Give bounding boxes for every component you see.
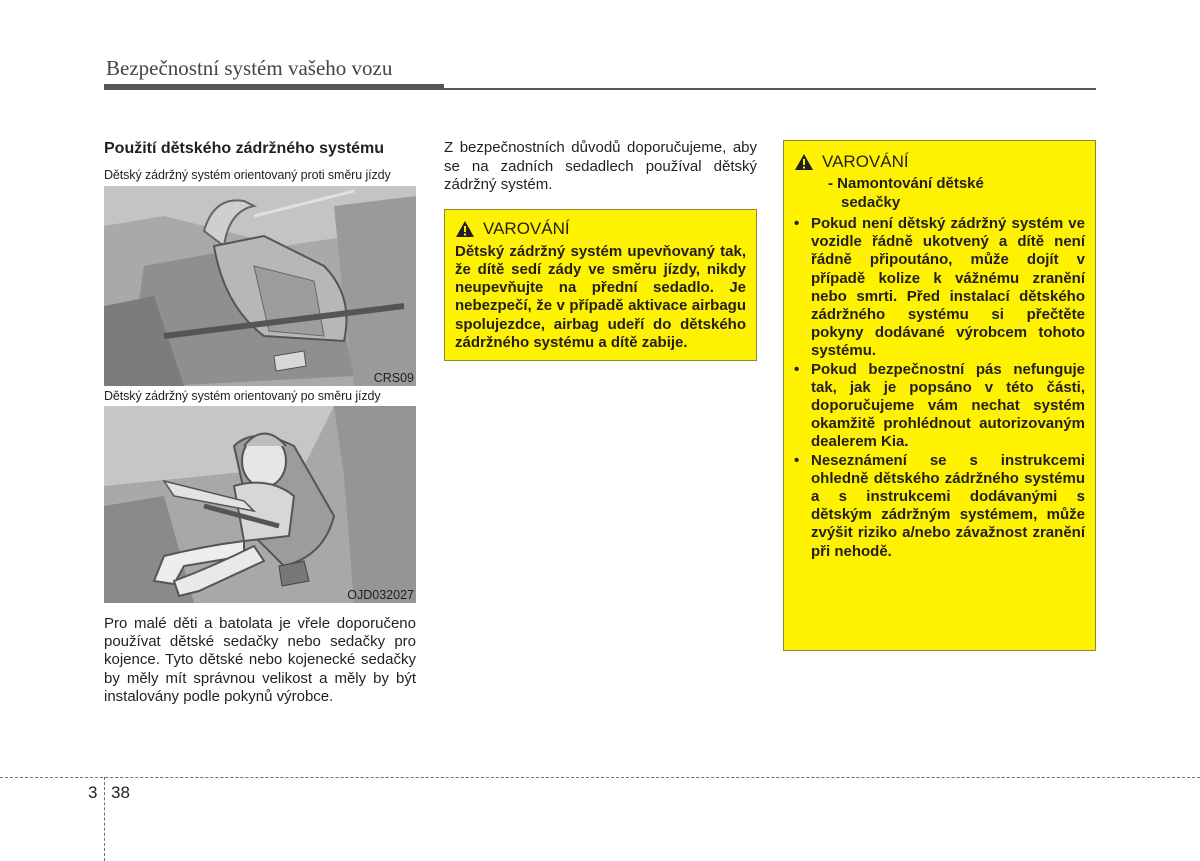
figure-rear-facing-seat <box>104 186 416 386</box>
figure2-code: OJD032027 <box>347 588 414 602</box>
chapter-number: 3 <box>88 783 98 802</box>
page-number: 38 <box>111 783 130 802</box>
warning-bullet-text: Pokud není dětský zádržný systém ve vozidle řádně ukotvený a dítě není řádně připoutáno, může dojít v případě kolize k vážnému zranění nebo smrti. Před instalací dětského zádržného systému si přečtěte pokyny dodávané výrobcem tohoto systému. <box>811 215 1085 360</box>
section-heading: Použití dětského zádržného systému <box>104 140 385 157</box>
warning-title: VAROVÁNÍ <box>822 152 909 171</box>
left-column <box>104 139 416 706</box>
warning-title: VAROVÁNÍ <box>483 218 570 238</box>
infant-seat-paragraph: Pro malé děti a batolata je vřele doporučeno používat dětské sedačky nebo sedačky pro kojence. Tyto dětské nebo kojenecké sedačky by měly mít správnou velikost a měly by být instalovány podle pokynů výrobce. <box>104 615 416 705</box>
middle-column <box>444 139 757 361</box>
header-rule-thin <box>444 88 1096 90</box>
warning-box-installation <box>783 140 1096 651</box>
warning-subtitle-line2: sedačky <box>841 194 901 211</box>
header-rule-thick <box>104 84 444 90</box>
warning-triangle-icon <box>794 153 814 171</box>
rear-facing-seat-illustration <box>104 186 416 386</box>
warning-bullet: • Pokud není dětský zádržný systém ve vozidle řádně ukotvený a dítě není řádně připoutáno, může dojít v případě kolize k vážnému zranění nebo smrti. Před instalací dětského zádržného systému si přečtěte pokyny dodávané výrobcem tohoto systému. <box>794 215 1085 360</box>
warning-header <box>455 219 746 239</box>
footer-dashed-rule <box>0 777 1200 778</box>
warning-text: Dětský zádržný systém upevňovaný tak, že dítě sedí zády ve směru jízdy, nikdy neupevňujte na přední sedadlo. Je nebezpečí, že v případě aktivace airbagu spolujezdce, airbag udeří do dětského zádržného systému a dítě zabije. <box>455 242 746 351</box>
forward-facing-seat-illustration <box>104 406 416 603</box>
warning-bullet-text: Neseznámení se s instrukcemi ohledně dětského zádržného systému a s instrukcemi dodávanými s dětským zádržným systémem, může zvýšit riziko a/nebo závažnost zranění při nehodě. <box>811 451 1085 560</box>
warning-bullet: • Pokud bezpečnostní pás nefunguje tak, jak je popsáno v této části, doporučujeme vám nechat systém okamžitě prohlédnout autorizovaným dealerem Kia. <box>794 360 1085 451</box>
warning-bullet-list <box>794 215 1085 561</box>
warning-subtitle <box>794 174 1085 212</box>
figure-forward-facing-seat <box>104 406 416 603</box>
footer-vertical-rule <box>104 777 105 861</box>
page-header-title: Bezpečnostní systém vašeho vozu <box>106 56 393 80</box>
warning-header <box>794 152 1085 172</box>
warning-subtitle-line1: - Namontování dětské <box>828 175 984 192</box>
warning-box-airbag <box>444 209 757 362</box>
warning-bullet: • Neseznámení se s instrukcemi ohledně dětského zádržného systému a s instrukcemi dodávanými s dětským zádržným systémem, může zvýšit riziko a/nebo závažnost zranění při nehodě. <box>794 451 1085 560</box>
figure1-caption: Dětský zádržný systém orientovaný proti směru jízdy <box>104 168 391 182</box>
warning-bullet-text: Pokud bezpečnostní pás nefunguje tak, jak je popsáno v této části, doporučujeme vám nechat systém okamžitě prohlédnout autorizovaným dealerem Kia. <box>811 360 1085 451</box>
warning-triangle-icon <box>455 220 475 238</box>
rear-seat-paragraph: Z bezpečnostních důvodů doporučujeme, aby se na zadních sedadlech používal dětský zádržný systém. <box>444 139 757 193</box>
figure2-caption: Dětský zádržný systém orientovaný po směru jízdy <box>104 389 381 403</box>
right-column <box>783 140 1096 651</box>
figure1-code: CRS09 <box>373 371 414 385</box>
